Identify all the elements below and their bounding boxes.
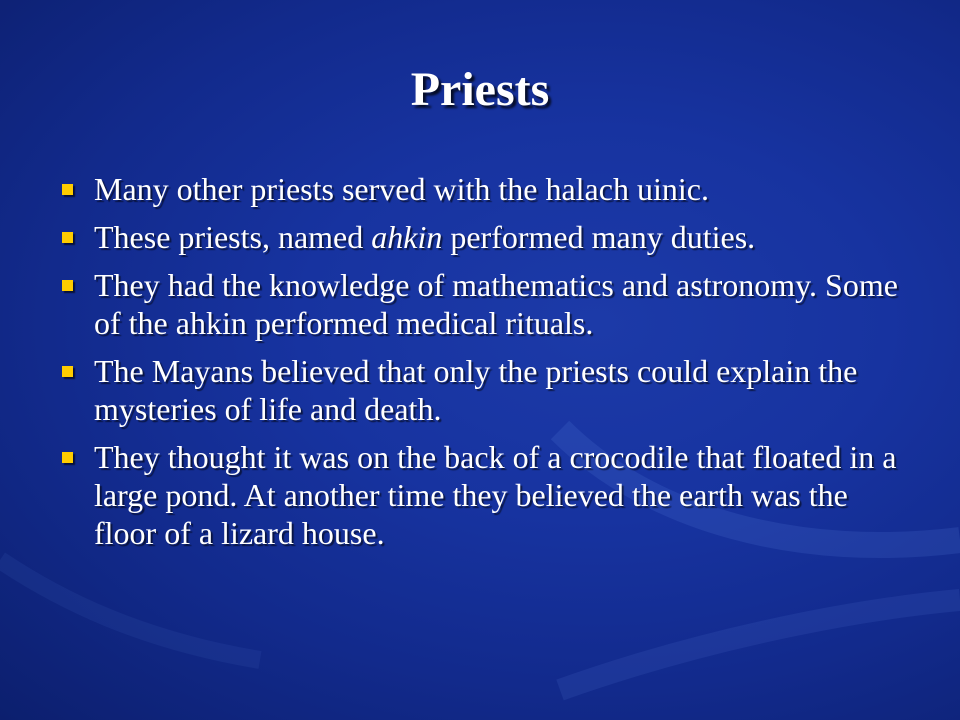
bullet-text: Many other priests served with the halach uinic. xyxy=(94,171,709,207)
square-bullet-icon xyxy=(62,232,73,243)
bullet-list xyxy=(60,170,910,562)
bullet-text xyxy=(94,219,755,255)
bullet-emphasis: ahkin xyxy=(371,219,443,255)
square-bullet-icon xyxy=(62,184,73,195)
bullet-item xyxy=(60,352,910,428)
bullet-text-part: These priests, named xyxy=(94,219,372,255)
bullet-item xyxy=(60,170,910,208)
bullet-text: They had the knowledge of mathematics and astronomy. Some of the ahkin performed medical rituals. xyxy=(94,267,898,341)
square-bullet-icon xyxy=(62,366,73,377)
bullet-text-part: performed many duties. xyxy=(442,219,756,255)
bullet-text: The Mayans believed that only the priests could explain the mysteries of life and death. xyxy=(94,353,858,427)
bullet-item xyxy=(60,266,910,342)
slide-title: Priests xyxy=(410,63,550,116)
square-bullet-icon xyxy=(62,452,73,463)
bullet-item xyxy=(60,218,910,256)
bullet-text: They thought it was on the back of a crocodile that floated in a large pond. At another time they believed the earth was the floor of a lizard house. xyxy=(94,439,897,551)
square-bullet-icon xyxy=(62,280,73,291)
bullet-item xyxy=(60,438,910,552)
